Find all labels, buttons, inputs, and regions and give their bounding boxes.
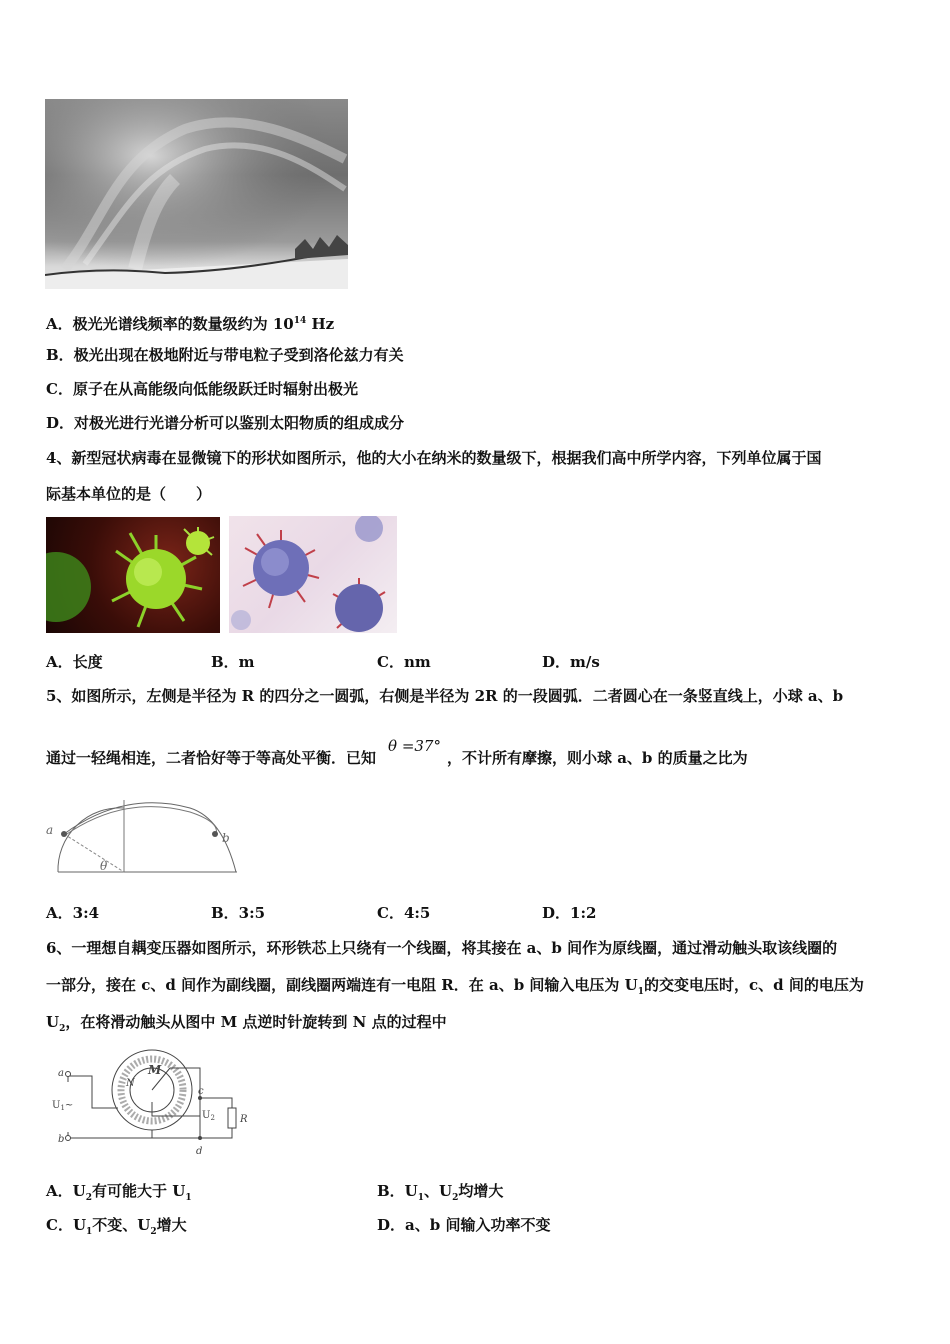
option-b-q4[interactable]: B．m (211, 653, 255, 671)
label-n: N (126, 1078, 135, 1089)
label-u1: $U_1\sim$ (52, 1100, 74, 1112)
question-4-stem-line1: 4、新型冠状病毒在显微镜下的形状如图所示，他的大小在纳米的数量级下，根据我们高中所学内容，下列单位属于国 (46, 449, 822, 467)
option-d-q6[interactable]: D．a、b 间输入功率不变 (377, 1216, 551, 1234)
theta-formula: θ =37° (388, 737, 441, 755)
option-c-q3[interactable]: C．原子在从高能级向低能级跃迁时辐射出极光 (46, 380, 358, 398)
option-b-q6[interactable]: B．$U_1$、$U_2$均增大 (377, 1182, 504, 1203)
question-5-stem-line1: 5、如图所示，左侧是半径为 R 的四分之一圆弧，右侧是半径为 2R 的一段圆弧．二者圆心在一条竖直线上，小球 a、b (46, 687, 844, 705)
question-6-stem-line1: 6、一理想自耦变压器如图所示，环形铁芯上只绕有一个线圈，将其接在 a、b 间作为原线圈，通过滑动触头取该线圈的 (46, 939, 838, 957)
option-d-q4[interactable]: D．m/s (542, 653, 600, 671)
option-b-q3[interactable]: B．极光出现在极地附近与带电粒子受到洛伦兹力有关 (46, 346, 404, 364)
arc-diagram (40, 790, 250, 880)
option-a-q6[interactable]: A．$U_2$有可能大于 $U_1$ (46, 1182, 192, 1203)
option-a-q4[interactable]: A．长度 (46, 653, 103, 671)
ball-a (61, 831, 67, 837)
ball-b (212, 831, 218, 837)
label-a: a (58, 1068, 64, 1079)
option-d-q5[interactable]: D．1:2 (542, 904, 597, 922)
option-c-q4[interactable]: C．nm (377, 653, 431, 671)
option-a-q5[interactable]: A．3:4 (46, 904, 100, 922)
question-6-stem-line2: 一部分，接在 c、d 间作为副线圈，副线圈两端连有一电阻 R．在 a、b 间输入电压为 $U_1$的交变电压时，c、d 间的电压为 (46, 976, 864, 997)
option-d-q3[interactable]: D．对极光进行光谱分析可以鉴别太阳物质的组成成分 (46, 414, 405, 432)
question-5-stem-line2: 通过一轻绳相连，二者恰好等于等高处平衡．已知θ =37°，不计所有摩擦，则小球 a、b 的质量之比为 (46, 737, 748, 767)
label-theta: θ (100, 859, 108, 873)
label-u2: $U_2$ (202, 1110, 215, 1122)
option-c-q6[interactable]: C．$U_1$不变、$U_2$增大 (46, 1216, 187, 1237)
label-b: b (58, 1134, 65, 1145)
label-c: c (198, 1086, 204, 1097)
label-m: M (148, 1063, 162, 1077)
option-b-q5[interactable]: B．3:5 (211, 904, 266, 922)
transformer-diagram (48, 1046, 248, 1158)
option-c-q5[interactable]: C．4:5 (377, 904, 431, 922)
label-r: R (240, 1114, 248, 1125)
aurora-photo (45, 99, 348, 289)
question-4-stem-line2: 际基本单位的是（ ） (46, 485, 212, 503)
label-b: b (222, 831, 230, 845)
label-a: a (46, 823, 54, 837)
label-d: d (196, 1146, 203, 1157)
virus-photo-green (46, 517, 220, 633)
option-a-q3[interactable]: A．极光光谱线频率的数量级约为 $10^{14}$ Hz (46, 315, 335, 333)
question-6-stem-line3: $U_2$，在将滑动触头从图中 M 点逆时针旋转到 N 点的过程中 (46, 1013, 447, 1034)
virus-photo-blue (229, 516, 397, 633)
